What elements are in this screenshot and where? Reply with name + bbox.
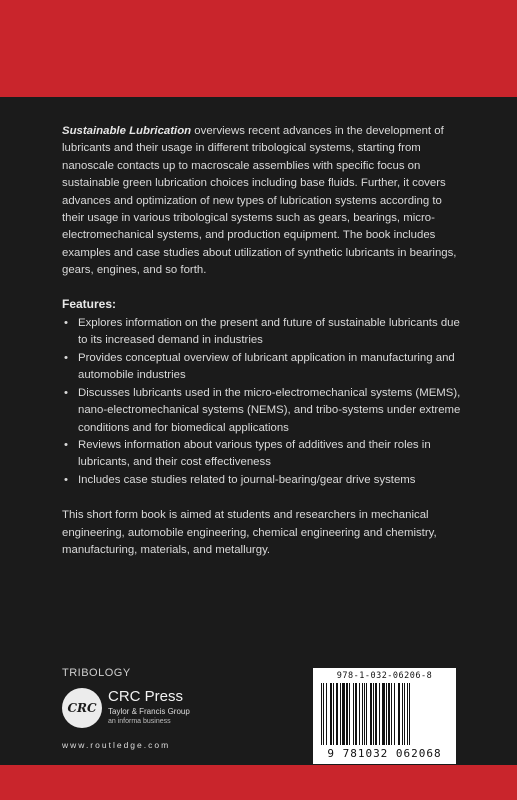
publisher-website: www.routledge.com <box>62 740 171 750</box>
crc-press-logo-icon: CRC <box>62 688 102 728</box>
bottom-red-band <box>0 765 517 800</box>
features-list <box>62 315 462 489</box>
feature-item: • Includes case studies related to journal-bearing/gear drive systems <box>62 472 462 489</box>
series-label: TRIBOLOGY <box>62 667 131 679</box>
description-text: overviews recent advances in the development of lubricants and their usage in different tribological systems, starting from nanoscale contacts up to macroscale assemblies with specific focus on sustainable green lubrication choices including base fluids. Further, it covers advances and optimization of new types of lubrication systems according to their usage in various tribological systems such as gears, bearings, micro-electromechanical systems, and production equipment. The book includes examples and case studies about utilization of synthetic lubricants in bearings, gears, engines, and so forth. <box>62 125 457 277</box>
feature-item: • Provides conceptual overview of lubricant application in manufacturing and automobile industries <box>62 350 462 385</box>
audience-paragraph: This short form book is aimed at students and researchers in mechanical engineering, automobile engineering, chemical engineering and chemistry, manufacturing, materials, and metallurgy. <box>62 509 437 556</box>
feature-item: • Explores information on the present and future of sustainable lubricants due to its increased demand in industries <box>62 315 462 350</box>
top-red-band <box>0 0 517 97</box>
back-cover-content <box>62 123 462 559</box>
publisher-block <box>62 688 242 752</box>
barcode-digits: 9 781032 062068 <box>327 747 442 760</box>
publisher-name: CRC Press <box>108 688 184 705</box>
publisher-tagline: an informa business <box>108 718 171 725</box>
isbn-barcode <box>313 668 456 764</box>
features-heading: Features: <box>62 296 117 311</box>
barcode-icon <box>321 683 448 745</box>
feature-item: • Discusses lubricants used in the micro-electromechanical systems (MEMS), nano-electromechanical systems (NEMS), and tribo-systems under extreme conditions and for biomedical applications <box>62 385 462 437</box>
isbn-number: 978-1-032-06206-8 <box>336 671 433 681</box>
feature-item: • Reviews information about various types of additives and their roles in lubricants, and their cost effectiveness <box>62 437 462 472</box>
publisher-group: Taylor & Francis Group <box>108 707 190 716</box>
description-paragraph <box>62 123 462 280</box>
book-title: Sustainable Lubrication <box>62 125 192 137</box>
